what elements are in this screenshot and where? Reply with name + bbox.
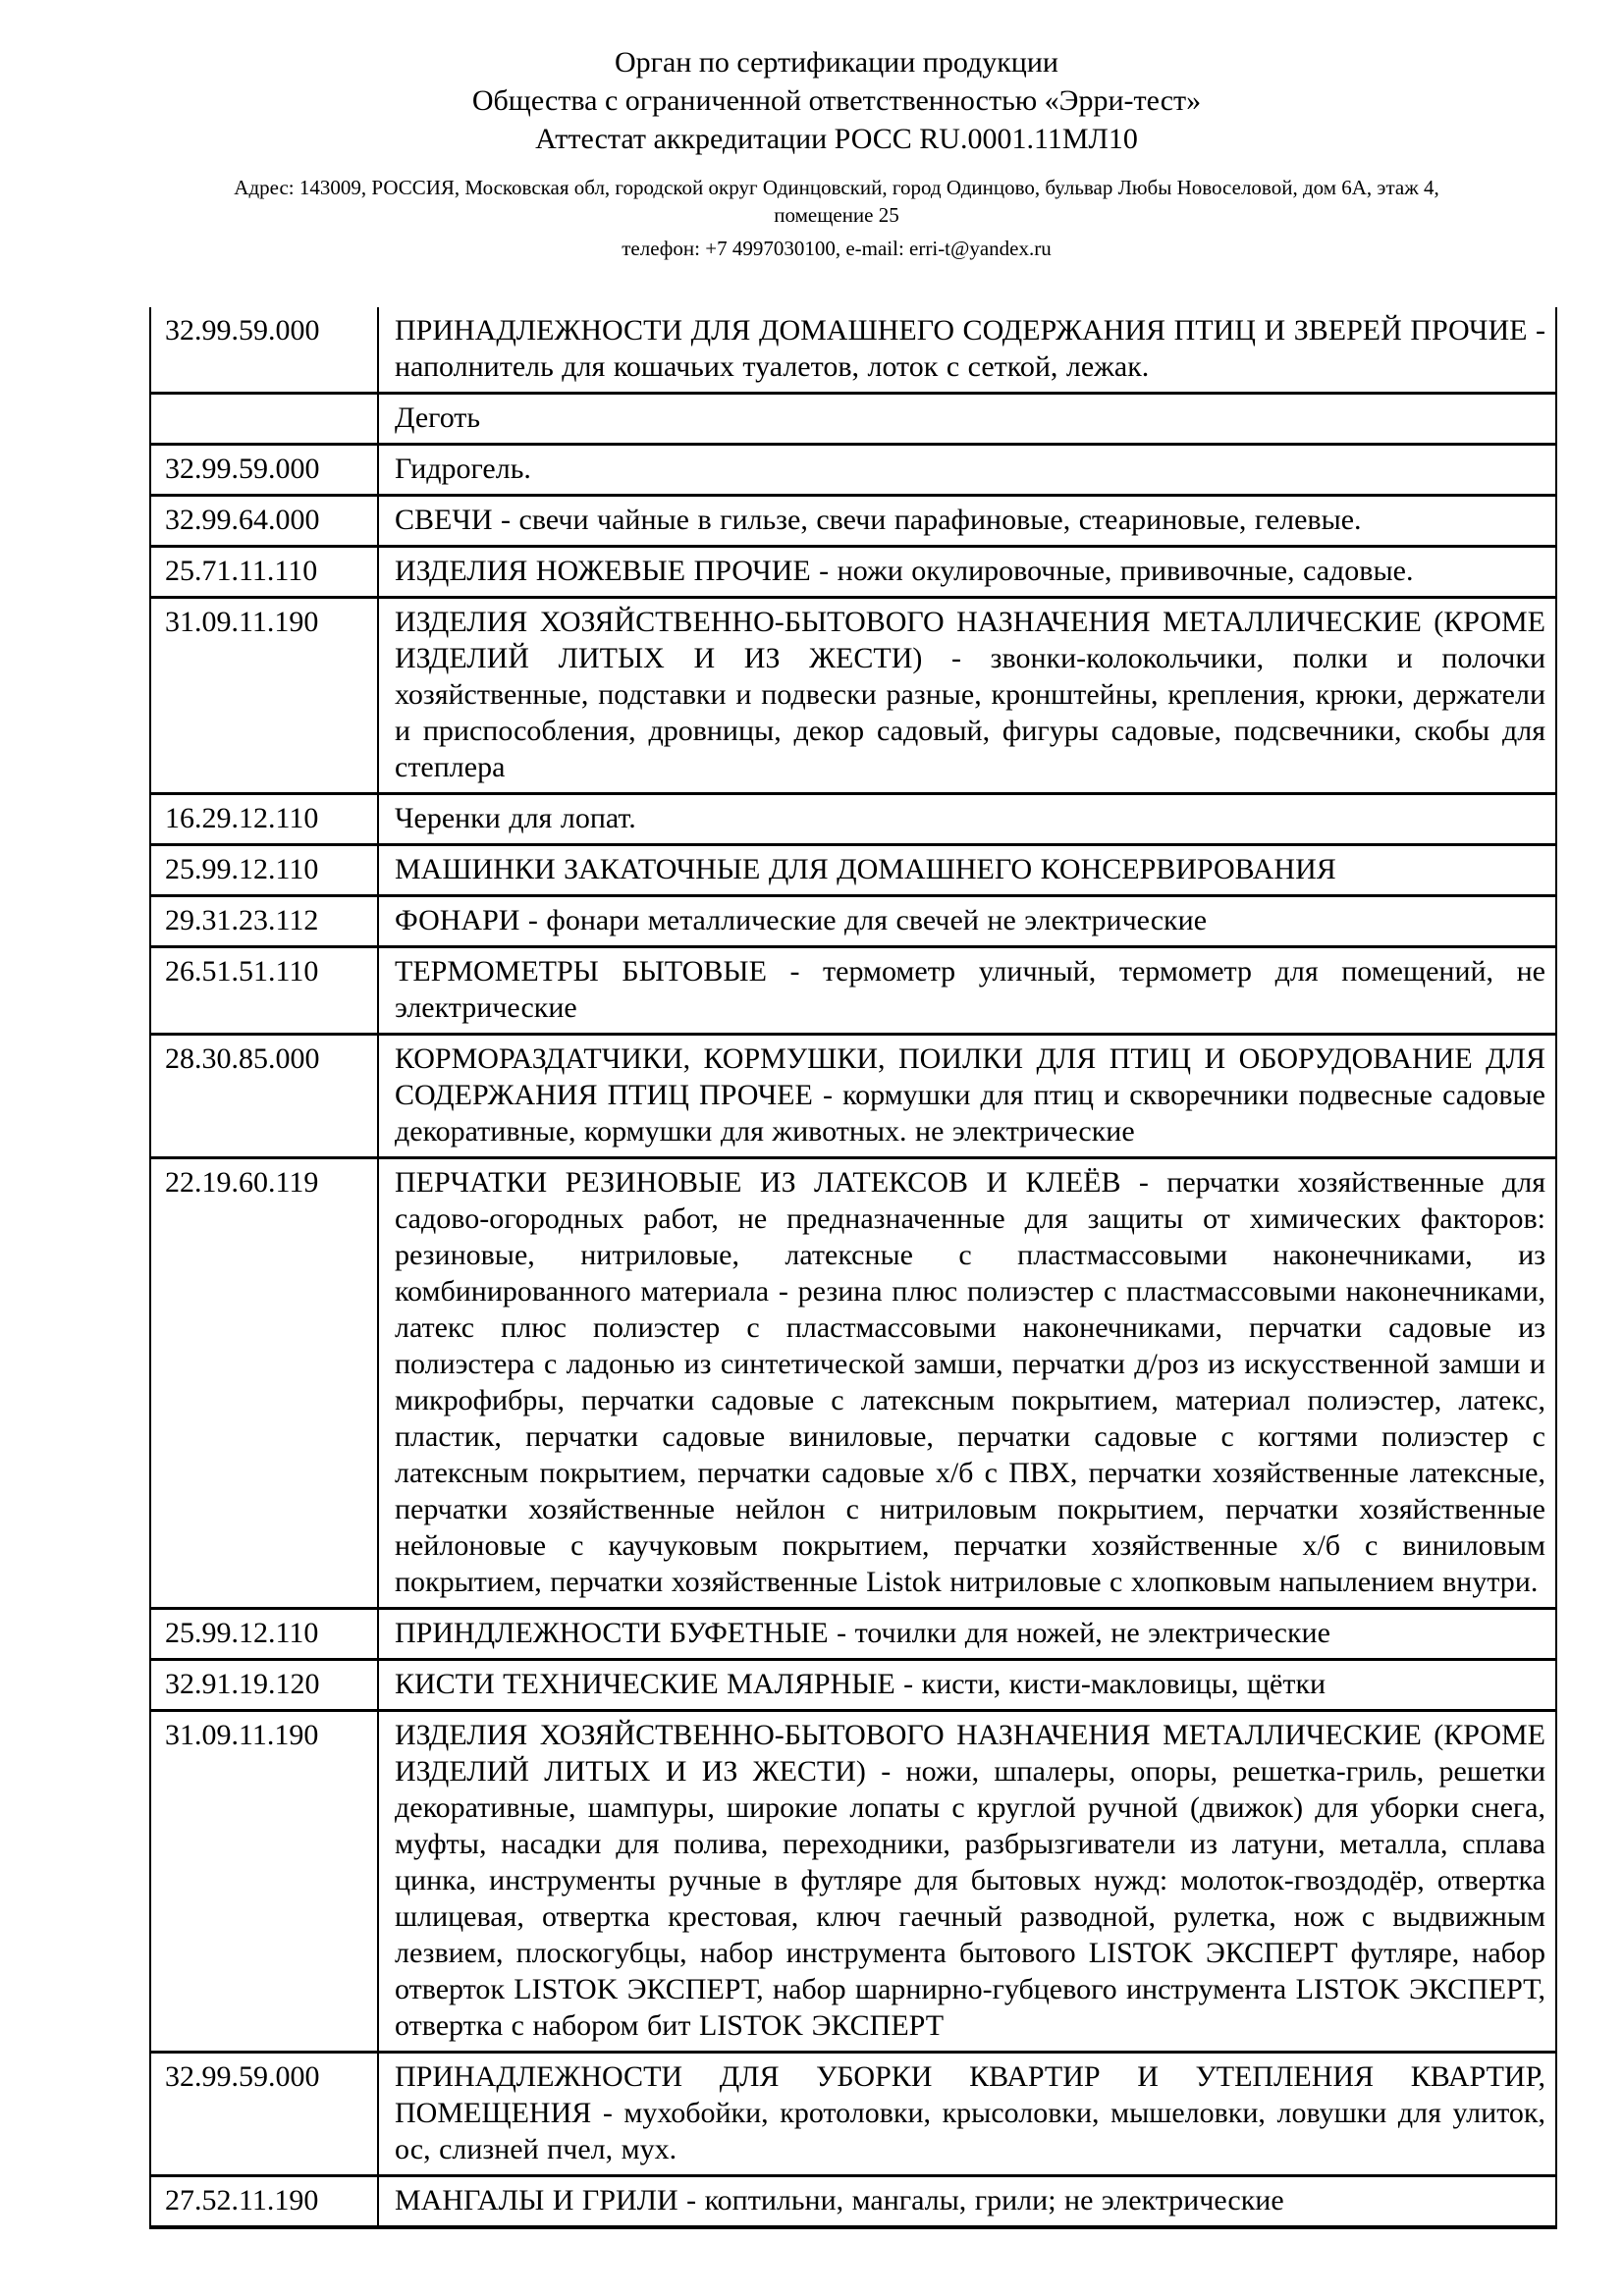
description-cell: ПЕРЧАТКИ РЕЗИНОВЫЕ ИЗ ЛАТЕКСОВ И КЛЕЁВ - перчатки хозяйственные для садово-огородных работ, не предназначенные для защиты от химических факторов: резиновые, нитриловые, латексные с пластмассовыми наконечниками, из комбинированного материала - резина плюс полиэстер с пластмассовыми наконечниками, латекс плюс полиэстер с пластмассовыми наконечниками, перчатки садовые из полиэстера с ладонью из синтетической замши, перчатки д/роз из искусственной замши и микрофибры, перчатки садовые с латексным покрытием, материал полиэстер, латекс, пластик, перчатки садовые виниловые, перчатки садовые с когтями полиэстер с латексным покрытием, перчатки садовые х/б с ПВХ, перчатки хозяйственные латексные, перчатки хозяйственные нейлон с нитриловым покрытием, перчатки хозяйственные нейлоновые с каучуковым покрытием, перчатки хозяйственные х/б с виниловым покрытием, перчатки хозяйственные Listok нитриловые с хлопковым напылением внутри. [378,1158,1556,1609]
code-cell: 25.99.12.110 [150,845,378,896]
table-row [150,1660,1556,1711]
header-accreditation: Аттестат аккредитации РОСС RU.0001.11МЛ10 [535,123,1138,155]
header-org-type: Орган по сертификации продукции [615,46,1058,79]
code-cell: 32.99.59.000 [150,2053,378,2176]
table-row [150,1711,1556,2053]
code-cell: 32.99.59.000 [150,445,378,496]
description-cell: МАНГАЛЫ И ГРИЛИ - коптильни, мангалы, грили; не электрические [378,2176,1556,2228]
table-row [150,445,1556,496]
table-row [150,496,1556,547]
description-cell: ПРИНДЛЕЖНОСТИ БУФЕТНЫЕ - точилки для ножей, не электрические [378,1609,1556,1660]
table-row [150,2176,1556,2228]
table-row [150,307,1556,394]
table-row [150,547,1556,598]
description-cell: СВЕЧИ - свечи чайные в гильзе, свечи парафиновые, стеариновые, гелевые. [378,496,1556,547]
table-row [150,598,1556,794]
description-cell: ИЗДЕЛИЯ НОЖЕВЫЕ ПРОЧИЕ - ножи окулировочные, прививочные, садовые. [378,547,1556,598]
table-row [150,1158,1556,1609]
products-table [149,307,1557,2229]
document-header [118,43,1555,262]
description-cell: Деготь [378,394,1556,445]
code-cell: 22.19.60.119 [150,1158,378,1609]
header-address-line-2: помещение 25 [774,203,899,227]
description-cell: КИСТИ ТЕХНИЧЕСКИЕ МАЛЯРНЫЕ - кисти, кисти-макловицы, щётки [378,1660,1556,1711]
description-cell: ТЕРМОМЕТРЫ БЫТОВЫЕ - термометр уличный, термометр для помещений, не электрические [378,947,1556,1035]
code-cell [150,394,378,445]
description-cell: ПРИНАДЛЕЖНОСТИ ДЛЯ УБОРКИ КВАРТИР И УТЕПЛЕНИЯ КВАРТИР, ПОМЕЩЕНИЯ - мухобойки, кротоловки, крысоловки, мышеловки, ловушки для улиток, ос, слизней пчел, мух. [378,2053,1556,2176]
description-cell: Черенки для лопат. [378,794,1556,845]
code-cell: 31.09.11.190 [150,598,378,794]
table-row [150,896,1556,947]
table-row [150,394,1556,445]
code-cell: 25.71.11.110 [150,547,378,598]
code-cell: 26.51.51.110 [150,947,378,1035]
header-address-line-1: Адрес: 143009, РОССИЯ, Московская обл, городской округ Одинцовский, город Одинцово, бульвар Любы Новоселовой, дом 6А, этаж 4, [234,176,1439,199]
description-cell: КОРМОРАЗДАТЧИКИ, КОРМУШКИ, ПОИЛКИ ДЛЯ ПТИЦ И ОБОРУДОВАНИЕ ДЛЯ СОДЕРЖАНИЯ ПТИЦ ПРОЧЕЕ - кормушки для птиц и скворечники подвесные садовые декоративные, кормушки для животных. не электрические [378,1035,1556,1158]
description-cell: ИЗДЕЛИЯ ХОЗЯЙСТВЕННО-БЫТОВОГО НАЗНАЧЕНИЯ МЕТАЛЛИЧЕСКИЕ (КРОМЕ ИЗДЕЛИЙ ЛИТЫХ И ИЗ ЖЕСТИ) - звонки-колокольчики, полки и полочки хозяйственные, подставки и подвески разные, кронштейны, крепления, крюки, держатели и приспособления, дровницы, декор садовый, фигуры садовые, подсвечники, скобы для степлера [378,598,1556,794]
code-cell: 32.99.59.000 [150,307,378,394]
code-cell: 25.99.12.110 [150,1609,378,1660]
code-cell: 31.09.11.190 [150,1711,378,2053]
code-cell: 32.91.19.120 [150,1660,378,1711]
description-cell: ФОНАРИ - фонари металлические для свечей не электрические [378,896,1556,947]
table-row [150,2053,1556,2176]
code-cell: 16.29.12.110 [150,794,378,845]
code-cell: 28.30.85.000 [150,1035,378,1158]
description-cell: Гидрогель. [378,445,1556,496]
description-cell: МАШИНКИ ЗАКАТОЧНЫЕ ДЛЯ ДОМАШНЕГО КОНСЕРВИРОВАНИЯ [378,845,1556,896]
table-row [150,1035,1556,1158]
code-cell: 29.31.23.112 [150,896,378,947]
header-address-block [118,174,1555,229]
code-cell: 32.99.64.000 [150,496,378,547]
description-cell: ПРИНАДЛЕЖНОСТИ ДЛЯ ДОМАШНЕГО СОДЕРЖАНИЯ ПТИЦ И ЗВЕРЕЙ ПРОЧИЕ - наполнитель для кошачьих туалетов, лоток с сеткой, лежак. [378,307,1556,394]
table-row [150,794,1556,845]
header-contact: телефон: +7 4997030100, e-mail: erri-t@yandex.ru [622,237,1052,260]
table-row [150,1609,1556,1660]
code-cell: 27.52.11.190 [150,2176,378,2228]
table-row [150,947,1556,1035]
table-row [150,845,1556,896]
header-org-name: Общества с ограниченной ответственностью «Эрри-тест» [471,84,1202,117]
products-table-body [150,307,1556,2227]
description-cell: ИЗДЕЛИЯ ХОЗЯЙСТВЕННО-БЫТОВОГО НАЗНАЧЕНИЯ МЕТАЛЛИЧЕСКИЕ (КРОМЕ ИЗДЕЛИЙ ЛИТЫХ И ИЗ ЖЕСТИ) - ножи, шпалеры, опоры, решетка-гриль, решетки декоративные, шампуры, широкие лопаты с круглой ручной (движок) для уборки снега, муфты, насадки для полива, переходники, разбрызгиватели из латуни, металла, сплава цинка, инструменты ручные в футляре для бытовых нужд: молоток-гвоздодёр, отвертка шлицевая, отвертка крестовая, ключ гаечный разводной, рулетка, нож с выдвижным лезвием, плоскогубцы, набор инструмента бытового LISTOK ЭКСПЕРТ футляре, набор отверток LISTOK ЭКСПЕРТ, набор шарнирно-губцевого инструмента LISTOK ЭКСПЕРТ, отвертка с набором бит LISTOK ЭКСПЕРТ [378,1711,1556,2053]
